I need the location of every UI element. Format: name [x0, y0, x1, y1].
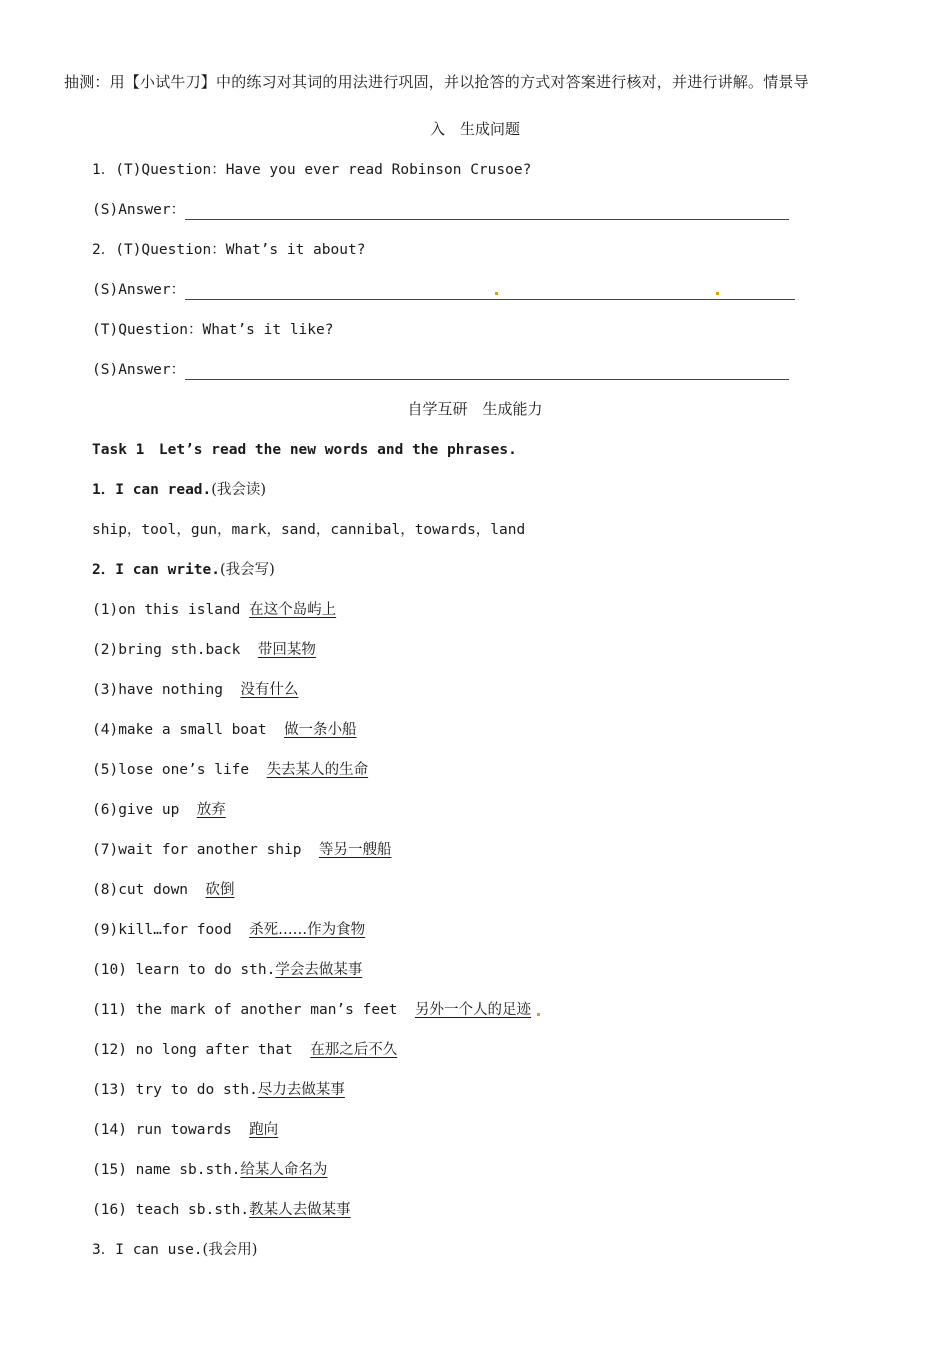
- phrase-item: (2)bring sth.back 带回某物: [92, 642, 316, 658]
- answer-3-blank[interactable]: [185, 365, 789, 380]
- intro-text-line-1: 抽测：用【小试牛刀】中的练习对其词的用法进行巩固，并以抢答的方式对答案进行核对，并进行讲解。情景导: [64, 73, 809, 91]
- phrase-answer: 给某人命名为: [240, 1162, 328, 1178]
- answer-1-row: [92, 200, 789, 220]
- question-3: (T)Question：What’s it like?: [92, 322, 334, 338]
- phrase-answer: 学会去做某事: [275, 962, 363, 978]
- phrase-item: (15) name sb.sth.给某人命名为: [92, 1162, 328, 1178]
- marker-dot: [716, 292, 719, 295]
- phrase-item: (9)kill…for food 杀死……作为食物: [92, 922, 366, 938]
- answer-1-blank[interactable]: [185, 205, 789, 220]
- write-note: (我会写): [220, 562, 275, 578]
- phrase-answer: 带回某物: [257, 642, 316, 658]
- phrase-item: (16) teach sb.sth.教某人去做某事: [92, 1202, 351, 1218]
- phrase-answer: 在那之后不久: [310, 1042, 398, 1058]
- phrase-answer: 尽力去做某事: [257, 1082, 345, 1098]
- phrase-answer: 教某人去做某事: [249, 1202, 351, 1218]
- question-2: 2．(T)Question：What’s it about?: [92, 242, 366, 258]
- phrase-answer: 另外一个人的足迹: [415, 1002, 532, 1018]
- use-note: (我会用): [202, 1242, 258, 1258]
- answer-1-label: (S)Answer：: [92, 202, 186, 218]
- marker-dot: [495, 292, 498, 295]
- phrase-item: (7)wait for another ship 等另一艘船: [92, 842, 392, 858]
- phrase-item: (10) learn to do sth.学会去做某事: [92, 962, 363, 978]
- task1-title: Task 1 Let’s read the new words and the phrases.: [92, 442, 517, 458]
- phrase-item: (11) the mark of another man’s feet 另外一个人的足迹: [92, 1002, 532, 1018]
- phrase-answer: 砍倒: [205, 882, 235, 898]
- phrase-item: (14) run towards 跑向: [92, 1122, 279, 1138]
- phrase-answer: 等另一艘船: [318, 842, 392, 858]
- phrase-answer: 跑向: [249, 1122, 279, 1138]
- phrase-answer: 放弃: [196, 802, 226, 818]
- read-heading: 1．I can read.: [92, 482, 212, 498]
- write-heading-row: [92, 560, 275, 580]
- phrase-answer: 做一条小船: [284, 722, 357, 738]
- section-title: 自学互研 生成能力: [407, 400, 543, 418]
- intro-text-line-2: 入 生成问题: [429, 120, 520, 138]
- phrase-item: (8)cut down 砍倒: [92, 882, 235, 898]
- answer-3-row: [92, 360, 789, 380]
- phrase-item: (3)have nothing 没有什么: [92, 682, 299, 698]
- use-heading: 3．I can use.: [92, 1242, 203, 1258]
- answer-3-label: (S)Answer：: [92, 362, 186, 378]
- phrase-item: (4)make a small boat 做一条小船: [92, 722, 357, 738]
- read-note: (我会读): [211, 482, 267, 498]
- answer-2-blank[interactable]: [185, 285, 795, 300]
- phrase-item: (13) try to do sth.尽力去做某事: [92, 1082, 345, 1098]
- read-heading-row: [92, 480, 266, 500]
- phrase-answer: 在这个岛屿上: [249, 602, 337, 618]
- marker-dot: [537, 1013, 540, 1016]
- phrase-item: (5)lose one’s life 失去某人的生命: [92, 762, 369, 778]
- word-list: ship，tool，gun，mark，sand，cannibal，towards，land: [92, 522, 526, 538]
- use-heading-row: [92, 1240, 257, 1260]
- answer-2-row: [92, 280, 795, 300]
- phrase-answer: 杀死……作为食物: [249, 922, 366, 938]
- write-heading: 2．I can write.: [92, 562, 220, 578]
- phrase-answer: 没有什么: [240, 682, 299, 698]
- phrase-answer: 失去某人的生命: [266, 762, 369, 778]
- phrase-item: (6)give up 放弃: [92, 802, 226, 818]
- phrase-item: (1)on this island 在这个岛屿上: [92, 602, 337, 618]
- question-1: 1．(T)Question：Have you ever read Robinson Crusoe?: [92, 162, 532, 178]
- phrase-item: (12) no long after that 在那之后不久: [92, 1042, 398, 1058]
- answer-2-label: (S)Answer：: [92, 282, 186, 298]
